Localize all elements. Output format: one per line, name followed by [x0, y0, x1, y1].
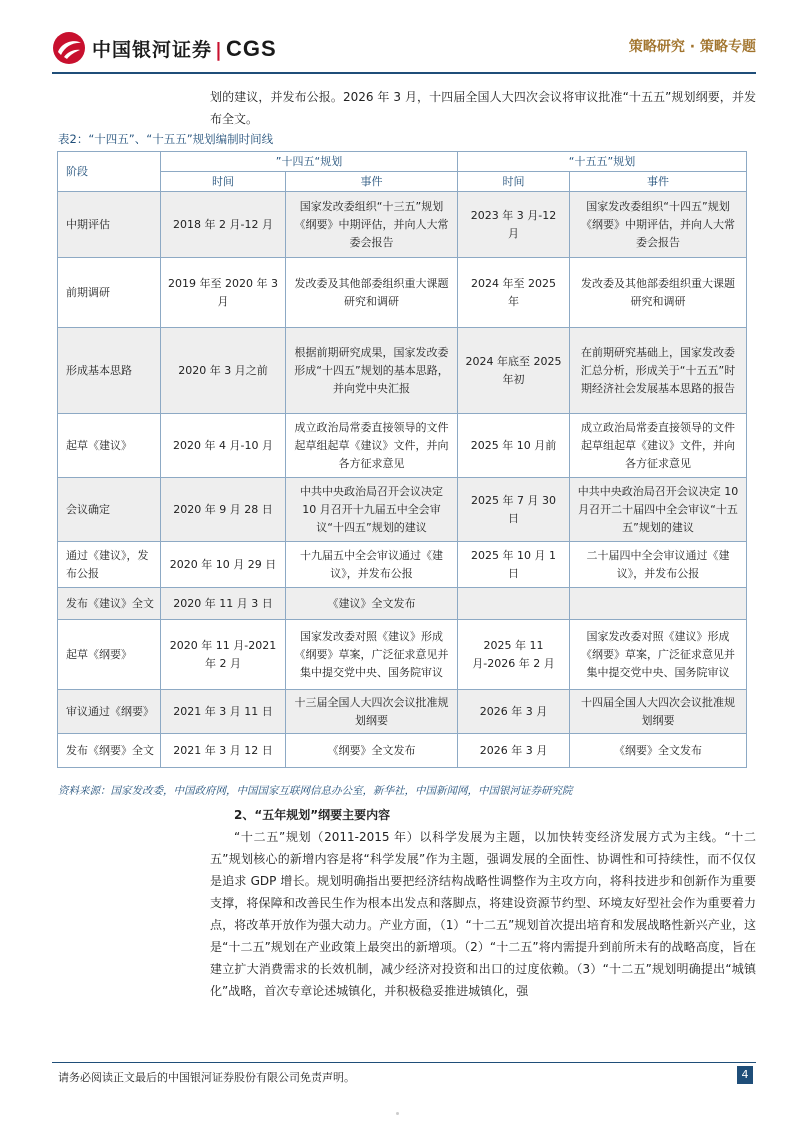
table-row: [58, 588, 747, 620]
event-header: 事件: [570, 172, 747, 192]
event-cell: 《纲要》全文发布: [286, 734, 458, 768]
galaxy-logo-icon: [52, 31, 86, 65]
event-cell: 《纲要》全文发布: [570, 734, 747, 768]
time-header: 时间: [458, 172, 570, 192]
table-row: [58, 414, 747, 478]
table-row: [58, 734, 747, 768]
event-cell: 发改委及其他部委组织重大课题研究和调研: [286, 258, 458, 328]
table-row: [58, 328, 747, 414]
footer-divider: [52, 1062, 756, 1063]
event-cell: [570, 588, 747, 620]
stage-cell: 起草《纲要》: [58, 620, 161, 690]
time-cell: 2025 年 10 月 1 日: [458, 542, 570, 588]
group-header-14th: ”十四五“规划: [161, 152, 458, 172]
event-cell: 国家发改委组织“十四五”规划《纲要》中期评估，并向人大常委会报告: [570, 192, 747, 258]
table-row: [58, 620, 747, 690]
stage-cell: 发布《建议》全文: [58, 588, 161, 620]
event-cell: 《建议》全文发布: [286, 588, 458, 620]
footer-disclaimer: 请务必阅读正文最后的中国银河证券股份有限公司免责声明。: [58, 1071, 355, 1084]
event-cell: 在前期研究基础上，国家发改委汇总分析，形成关于“十五五”时期经济社会发展基本思路的报告: [570, 328, 747, 414]
page-header: [0, 0, 794, 80]
time-cell: 2020 年 11 月 3 日: [161, 588, 286, 620]
time-cell: 2020 年 4 月-10 月: [161, 414, 286, 478]
time-cell: 2026 年 3 月: [458, 734, 570, 768]
stage-header: 阶段: [58, 152, 161, 192]
event-cell: 十四届全国人大四次会议批准规划纲要: [570, 690, 747, 734]
report-section-label: 策略研究 · 策略专题: [628, 39, 756, 55]
intro-paragraph: 划的建议，并发布公报。2026 年 3 月，十四届全国人大四次会议将审议批准“十五五”规划纲要，并发布全文。: [210, 90, 756, 126]
event-cell: 根据前期研究成果，国家发改委形成“十四五”规划的基本思路，并向党中央汇报: [286, 328, 458, 414]
time-cell: 2020 年 9 月 28 日: [161, 478, 286, 542]
event-cell: 二十届四中全会审议通过《建议》，并发布公报: [570, 542, 747, 588]
event-cell: 国家发改委对照《建议》形成《纲要》草案，广泛征求意见并集中提交党中央、国务院审议: [570, 620, 747, 690]
table-caption: 表2：“十四五”、“十五五”规划编制时间线: [58, 132, 274, 146]
company-logo: [52, 31, 277, 65]
table-row: [58, 690, 747, 734]
time-cell: 2025 年 11 月-2026 年 2 月: [458, 620, 570, 690]
event-header: 事件: [286, 172, 458, 192]
group-header-15th: “十五五”规划: [458, 152, 747, 172]
event-cell: 十九届五中全会审议通过《建议》，并发布公报: [286, 542, 458, 588]
logo-separator: |: [215, 38, 223, 61]
event-cell: 成立政治局常委直接领导的文件起草组起草《建议》文件，并向各方征求意见: [570, 414, 747, 478]
table-row: [58, 258, 747, 328]
event-cell: 中共中央政治局召开会议决定 10 月召开二十届四中全会审议“十五五”规划的建议: [570, 478, 747, 542]
stage-cell: 形成基本思路: [58, 328, 161, 414]
section-heading: 2、“五年规划”纲要主要内容: [234, 808, 391, 822]
event-cell: 国家发改委对照《建议》形成《纲要》草案，广泛征求意见并集中提交党中央、国务院审议: [286, 620, 458, 690]
time-cell: [458, 588, 570, 620]
data-source-note: 资料来源：国家发改委，中国政府网，中国国家互联网信息办公室，新华社，中国新闻网，中国银河证券研究院: [58, 785, 573, 797]
time-cell: 2021 年 3 月 12 日: [161, 734, 286, 768]
time-cell: 2020 年 10 月 29 日: [161, 542, 286, 588]
time-cell: 2024 年至 2025 年: [458, 258, 570, 328]
event-cell: 发改委及其他部委组织重大课题研究和调研: [570, 258, 747, 328]
stage-cell: 起草《建议》: [58, 414, 161, 478]
page-number: 4: [737, 1066, 753, 1084]
page-dot: [396, 1112, 399, 1115]
time-cell: 2026 年 3 月: [458, 690, 570, 734]
stage-cell: 通过《建议》，发布公报: [58, 542, 161, 588]
logo-chinese-text: 中国银河证券: [92, 38, 213, 61]
header-divider: [52, 72, 756, 74]
stage-cell: 审议通过《纲要》: [58, 690, 161, 734]
planning-timeline-table: [57, 151, 747, 768]
table-row: [58, 192, 747, 258]
table-row: [58, 478, 747, 542]
time-cell: 2025 年 7 月 30 日: [458, 478, 570, 542]
stage-cell: 前期调研: [58, 258, 161, 328]
table-row: [58, 542, 747, 588]
time-cell: 2020 年 11 月-2021 年 2 月: [161, 620, 286, 690]
event-cell: 国家发改委组织“十三五”规划《纲要》中期评估，并向人大常委会报告: [286, 192, 458, 258]
stage-cell: 会议确定: [58, 478, 161, 542]
time-cell: 2020 年 3 月之前: [161, 328, 286, 414]
body-paragraph: “十二五”规划（2011-2015 年）以科学发展为主题，以加快转变经济发展方式为主线。“十二五”规划核心的新增内容是将“科学发展”作为主题，强调发展的全面性、协调性和可持续性，而不仅仅是追求 GDP 增长。规划明确指出要把经济结构战略性调整作为主攻方向，将科技进步和创新作为重要支撑，将保障和改善民生作为根本出发点和落脚点，将建设资源节约型、环境友好型社会作为重要着力点，将改革开放作为强大动力。产业方面，（1）“十二五”规划首次提出培育和发展战略性新兴产业，这是“十二五”规划在产业政策上最突出的新增项。（2）“十二五”将内需提升到前所未有的战略高度，旨在建立扩大消费需求的长效机制，减少经济对投资和出口的过度依赖。（3）“十二五”规划明确提出“城镇化”战略，首次专章论述城镇化，并积极稳妥推进城镇化，强: [210, 830, 756, 998]
event-cell: 十三届全国人大四次会议批准规划纲要: [286, 690, 458, 734]
time-cell: 2021 年 3 月 11 日: [161, 690, 286, 734]
time-cell: 2018 年 2 月-12 月: [161, 192, 286, 258]
logo-wordmark: [92, 35, 277, 62]
event-cell: 成立政治局常委直接领导的文件起草组起草《建议》文件，并向各方征求意见: [286, 414, 458, 478]
event-cell: 中共中央政治局召开会议决定 10 月召开十九届五中全会审议“十四五”规划的建议: [286, 478, 458, 542]
time-cell: 2019 年至 2020 年 3 月: [161, 258, 286, 328]
time-cell: 2025 年 10 月前: [458, 414, 570, 478]
logo-cgs-text: CGS: [225, 35, 277, 61]
time-cell: 2023 年 3 月-12 月: [458, 192, 570, 258]
stage-cell: 发布《纲要》全文: [58, 734, 161, 768]
stage-cell: 中期评估: [58, 192, 161, 258]
time-cell: 2024 年底至 2025 年初: [458, 328, 570, 414]
time-header: 时间: [161, 172, 286, 192]
